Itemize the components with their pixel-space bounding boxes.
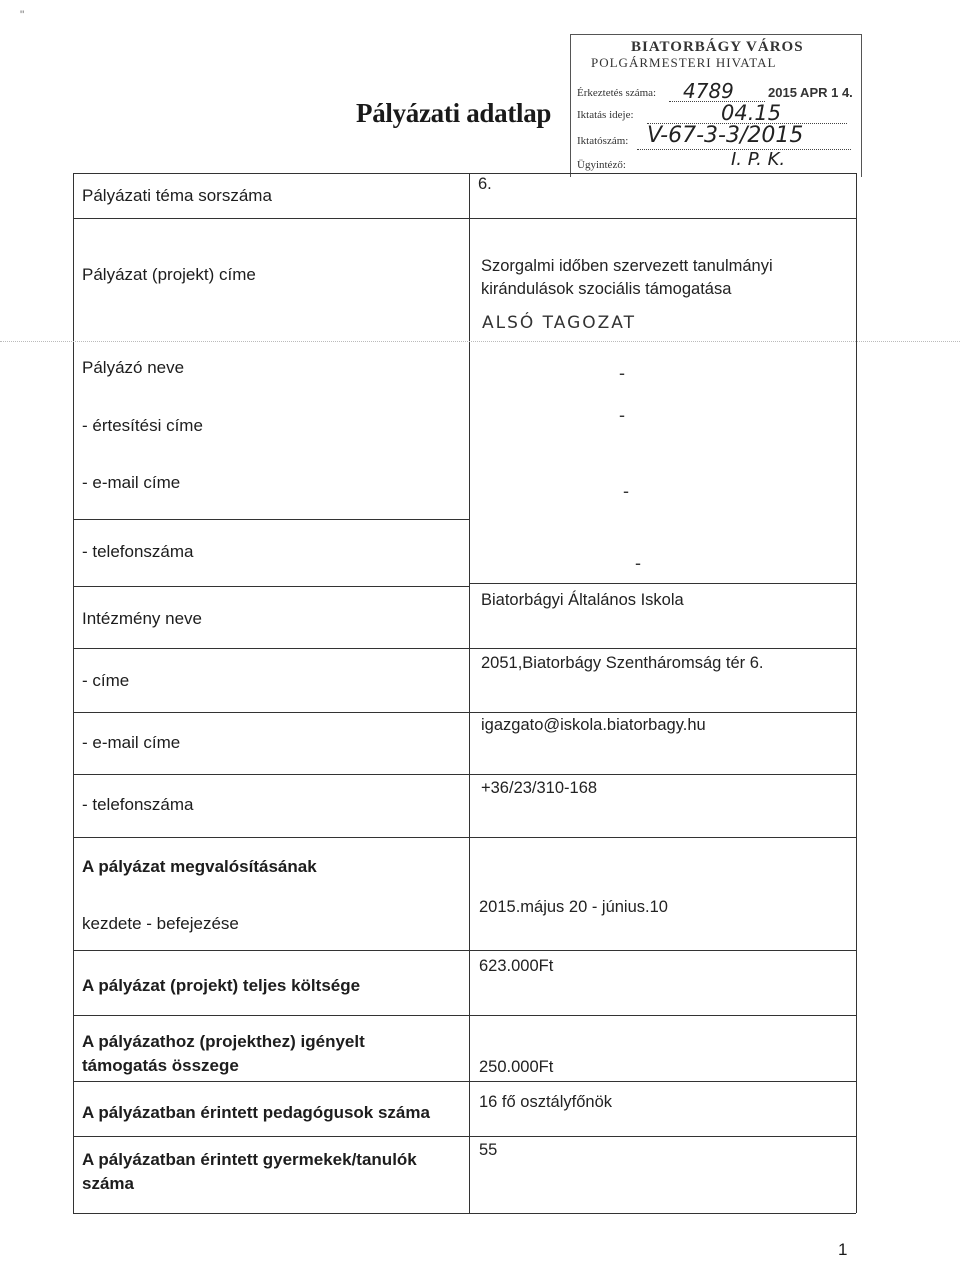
intezmeny-cim-label: - címe: [82, 671, 130, 690]
registration-stamp: [570, 34, 862, 177]
pedagogusok-value: 16 fő osztályfőnök: [479, 1093, 612, 1111]
stamp-line2: POLGÁRMESTERI HIVATAL: [591, 55, 777, 70]
intezmeny-telefon-label: - telefonszáma: [82, 795, 194, 814]
ertesitesi-cim-value: -: [619, 405, 625, 425]
projekt-cim-handwritten-note: ALSÓ TAGOZAT: [482, 313, 636, 333]
stamp-erkeztetes-label: Érkeztetés száma:: [577, 87, 657, 99]
gyermekek-label-2: száma: [82, 1174, 134, 1193]
scan-separator-line: [0, 341, 960, 342]
intezmeny-email-label: - e-mail címe: [82, 733, 181, 752]
palyazo-nev-value: -: [619, 363, 625, 383]
page-title: Pályázati adatlap: [356, 98, 552, 128]
palyazo-nev-label: Pályázó neve: [82, 358, 185, 377]
intezmeny-email-value: igazgato@iskola.biatorbagy.hu: [481, 716, 706, 734]
projekt-cim-label: Pályázat (projekt) címe: [82, 265, 256, 284]
palyazo-email-label: - e-mail címe: [82, 473, 181, 492]
stamp-ugyintezo-value: I. P. K.: [731, 149, 786, 170]
ertesitesi-cim-label: - értesítési címe: [82, 416, 203, 435]
megvalositas-label-2: kezdete - befejezése: [82, 914, 239, 933]
tamogatas-label-2: támogatás összege: [82, 1056, 239, 1075]
stamp-erkeztetes-value: 4789: [683, 79, 734, 103]
tema-sorszam-value: 6.: [478, 175, 492, 193]
palyazo-email-value: -: [623, 481, 629, 501]
stamp-date: 2015 APR 1 4.: [768, 85, 853, 100]
stamp-iktatas-ideje-label: Iktatás ideje:: [577, 109, 634, 121]
application-form-table: [73, 173, 856, 1213]
intezmeny-nev-value: Biatorbágyi Általános Iskola: [481, 591, 684, 609]
stamp-ugyintezo-label: Ügyintéző:: [577, 159, 626, 171]
stamp-iktatoszam-value: V-67-3-3/2015: [647, 123, 804, 148]
tamogatas-label-1: A pályázathoz (projekthez) igényelt: [82, 1032, 365, 1051]
palyazo-telefon-label: - telefonszáma: [82, 542, 194, 561]
projekt-cim-value-line2: kirándulások szociális támogatása: [481, 280, 732, 298]
palyazo-telefon-value: -: [635, 553, 641, 573]
megvalositas-value: 2015.május 20 - június.10: [479, 898, 668, 916]
megvalositas-label-1: A pályázat megvalósításának: [82, 857, 317, 876]
pedagogusok-label: A pályázatban érintett pedagógusok száma: [82, 1103, 430, 1122]
page-number: 1: [838, 1240, 848, 1259]
stamp-iktatas-ideje-value: 04.15: [721, 101, 782, 125]
intezmeny-telefon-value: +36/23/310-168: [481, 779, 598, 797]
koltseg-label: A pályázat (projekt) teljes költsége: [82, 976, 361, 995]
gyermekek-value: 55: [479, 1141, 498, 1159]
intezmeny-cim-value: 2051,Biatorbágy Szentháromság tér 6.: [481, 654, 764, 672]
stamp-iktatoszam-label: Iktatószám:: [577, 135, 629, 147]
gyermekek-label-1: A pályázatban érintett gyermekek/tanulók: [82, 1150, 417, 1169]
stamp-line1: BIATORBÁGY VÁROS: [631, 39, 804, 55]
koltseg-value: 623.000Ft: [479, 957, 554, 975]
tema-sorszam-label: Pályázati téma sorszáma: [82, 186, 272, 205]
intezmeny-nev-label: Intézmény neve: [82, 609, 203, 628]
corner-mark: ": [20, 8, 25, 22]
projekt-cim-value-line1: Szorgalmi időben szervezett tanulmányi: [481, 257, 773, 275]
tamogatas-value: 250.000Ft: [479, 1058, 554, 1076]
